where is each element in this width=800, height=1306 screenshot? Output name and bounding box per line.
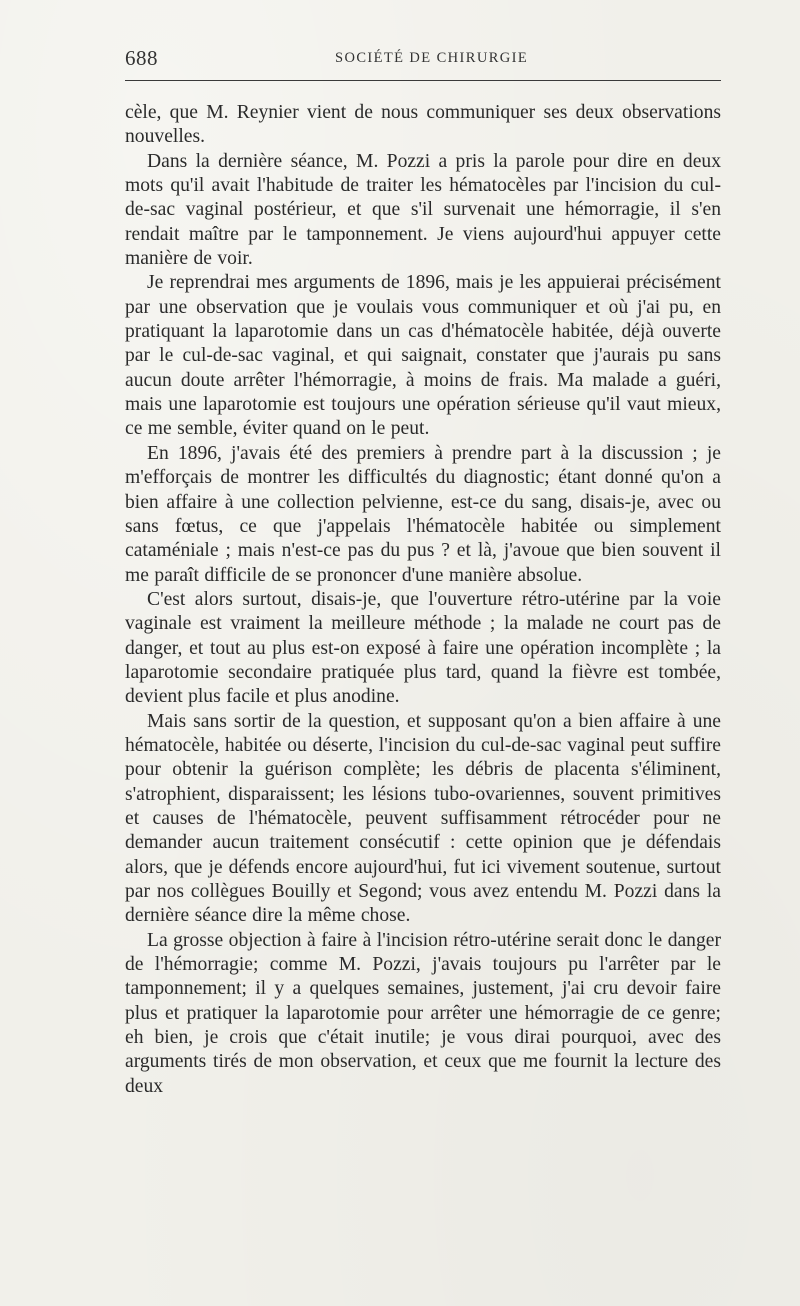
paragraph: Mais sans sortir de la question, et supposant qu'on a bien affaire à une hématocèle, habitée ou déserte, l'incision du cul-de-sac vaginal peut suffire pour obtenir la guérison complète; les débris de placenta s'éliminent, s'atrophient, disparaissent; les lésions tubo-ovariennes, souvent primitives et causes de l'hématocèle, peuvent suffisamment rétrocéder pour ne demander aucun traitement consécutif : cette opinion que je défendais alors, que je défends encore aujourd'hui, fut ici vivement soutenue, surtout par nos collègues Bouilly et Segond; vous avez entendu M. Pozzi dans la dernière séance dire la même chose.	[125, 710, 721, 927]
paragraph: cèle, que M. Reynier vient de nous communiquer ses deux observations nouvelles.	[125, 102, 721, 148]
paragraph: La grosse objection à faire à l'incision rétro-utérine serait donc le danger de l'hémorragie; comme M. Pozzi, j'avais toujours pu l'arrêter par le tamponnement; il y a quelques semaines, justement, j'ai cru devoir faire plus et pratiquer la laparotomie pour arrêter une hémorragie de ce genre; eh bien, je crois que c'était inutile; je vous dirai pourquoi, avec des arguments tirés de mon observation, et ceux que me fournit la lecture des deux	[125, 929, 721, 1097]
running-head	[125, 46, 721, 70]
paragraph: Dans la dernière séance, M. Pozzi a pris la parole pour dire en deux mots qu'il avait l'habitude de traiter les hématocèles par l'incision du cul-de-sac vaginal postérieur, et que s'il survenait une hémorragie, il s'en rendait maître par le tamponnement. Je viens aujourd'hui appuyer cette manière de voir.	[125, 150, 721, 270]
header-rule	[125, 80, 721, 81]
paragraph: En 1896, j'avais été des premiers à prendre part à la discussion ; je m'efforçais de montrer les difficultés du diagnostic; étant donné qu'on a bien affaire à une collection pelvienne, est-ce du sang, disais-je, avec ou sans fœtus, ce que j'appelais l'hématocèle habitée ou simplement cataméniale ; mais n'est-ce pas du pus ? et là, j'avoue que bien souvent il me paraît difficile de se prononcer d'une manière absolue.	[125, 442, 721, 586]
paragraph: Je reprendrai mes arguments de 1896, mais je les appuierai précisément par une observation que je voulais vous communiquer et où j'ai pu, en pratiquant la laparotomie dans un cas d'hématocèle habitée, déjà ouverte par le cul-de-sac vaginal, et qui saignait, constater que j'aurais pu sans aucun doute arrêter l'hémorragie, à moins de frais. Ma malade a guéri, mais une laparotomie est toujours une opération sérieuse qu'il vaut mieux, ce me semble, éviter quand on le peut.	[125, 272, 721, 440]
journal-title: SOCIÉTÉ DE CHIRURGIE	[335, 50, 529, 66]
page-number: 688	[125, 46, 158, 70]
body-text	[125, 101, 721, 1099]
paragraph: C'est alors surtout, disais-je, que l'ouverture rétro-utérine par la voie vaginale est vraiment la meilleure méthode ; la malade ne court pas de danger, et tout au plus est-on exposé à faire une opération incomplète ; la laparotomie secondaire pratiquée plus tard, quand la fièvre est tombée, devient plus facile et plus anodine.	[125, 588, 721, 708]
